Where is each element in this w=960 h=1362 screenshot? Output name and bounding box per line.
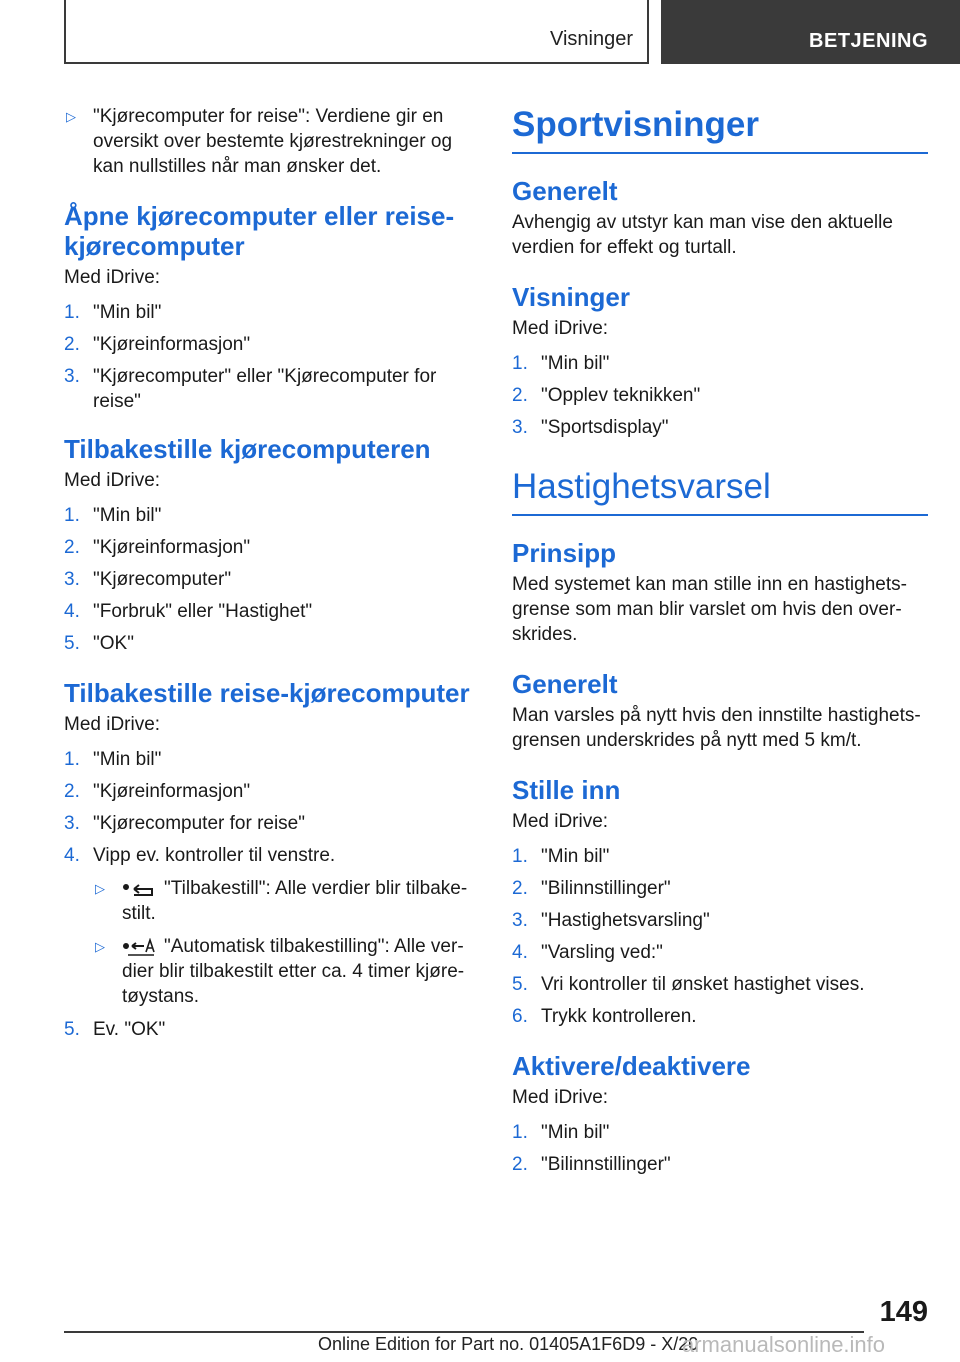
section-title-reset-trip: Tilbakestille reise-kjørecomputer xyxy=(64,678,470,708)
step-item: 1. "Min bil" xyxy=(512,846,610,867)
page-number: 149 xyxy=(879,1296,928,1328)
intro-bullet-list xyxy=(64,104,474,179)
step-item: 4. Vipp ev. kontroller til venstre. ▷ "Tilbakestill": Alle verdier blir tilbake-stilt. ▷ "Automatisk tilbakestilling": Alle ver-dier blir tilbakestilt etter ca. 4 timer kjøre-tøystans. xyxy=(64,843,474,1009)
right-column xyxy=(512,104,928,1184)
step-item: 3. "Kjørecomputer" xyxy=(64,569,232,590)
section-title-set: Stille inn xyxy=(512,775,621,805)
auto-reset-arrow-icon xyxy=(122,938,156,956)
section-title-open: Åpne kjørecomputer eller reise-kjørecomputer xyxy=(64,201,455,261)
header-chapter-title: BETJENING xyxy=(809,30,928,52)
left-column xyxy=(64,104,474,1049)
step-item: 1. "Min bil" xyxy=(512,353,610,374)
reset-steps xyxy=(64,503,474,656)
heading-sport-views: Sportvisninger xyxy=(512,104,928,154)
step-item: 2. "Bilinnstillinger" xyxy=(512,878,671,899)
step-item: 1. "Min bil" xyxy=(512,1122,610,1143)
header-section-tab xyxy=(64,0,649,64)
step-item: 6. Trykk kontrolleren. xyxy=(512,1006,697,1027)
idrive-intro: Med iDrive: xyxy=(512,318,609,339)
step-item: 4. "Forbruk" eller "Hastighet" xyxy=(64,601,313,622)
triangle-bullet-icon: ▷ xyxy=(95,939,105,954)
triangle-bullet-icon: ▷ xyxy=(66,109,76,124)
general-2-text: Man varsles på nytt hvis den innstilte hastighets-grensen underskrides på nytt med 5 km/t. xyxy=(512,705,921,751)
reset-sub-options xyxy=(93,876,474,1009)
sub-option-auto-reset: ▷ "Automatisk tilbakestilling": Alle ver-dier blir tilbakestilt etter ca. 4 timer kjøre-tøystans. xyxy=(95,936,465,1007)
idrive-intro: Med iDrive: xyxy=(64,714,161,735)
section-title-principle: Prinsipp xyxy=(512,538,617,568)
heading-speed-warning: Hastighetsvarsel xyxy=(512,466,928,516)
section-title-activate: Aktivere/deaktivere xyxy=(512,1051,751,1081)
footer-edition: Online Edition for Part no. 01405A1F6D9 - X/20 xyxy=(318,1334,699,1354)
reset-arrow-icon xyxy=(122,880,156,898)
idrive-intro: Med iDrive: xyxy=(512,811,609,832)
section-title-reset: Tilbakestille kjørecomputeren xyxy=(64,434,431,464)
step-item: 1. "Min bil" xyxy=(64,505,162,526)
section-title-views: Visninger xyxy=(512,282,631,312)
step-item: 3. "Kjørecomputer" eller "Kjørecomputer for reise" xyxy=(64,366,437,412)
step-item: 4. "Varsling ved:" xyxy=(512,942,663,963)
principle-text: Med systemet kan man stille inn en hastighets-grense som man blir varslet om hvis den over-skrides. xyxy=(512,574,907,645)
activate-steps xyxy=(512,1120,928,1177)
footer-watermark: armanualsonline.info xyxy=(682,1332,886,1357)
step-item: 5. "OK" xyxy=(64,633,134,654)
step-item: 5. Ev. "OK" xyxy=(64,1019,166,1040)
step-item: 3. "Hastighetsvarsling" xyxy=(512,910,710,931)
step-item: 2. "Opplev teknikken" xyxy=(512,385,701,406)
triangle-bullet-icon: ▷ xyxy=(95,881,105,896)
step-item: 5. Vri kontroller til ønsket hastighet vises. xyxy=(512,974,865,995)
step-item: 1. "Min bil" xyxy=(64,749,162,770)
header-chapter-tab xyxy=(661,0,960,64)
step-item: 3. "Kjørecomputer for reise" xyxy=(64,813,305,834)
sport-view-steps xyxy=(512,351,928,440)
open-steps xyxy=(64,300,474,414)
section-title-general: Generelt xyxy=(512,176,618,206)
intro-bullet: ▷ "Kjørecomputer for reise": Verdiene gir en oversikt over bestemte kjørestrekninger og kan nullstilles når man ønsker det. xyxy=(66,106,453,177)
sub-option-reset: ▷ "Tilbakestill": Alle verdier blir tilbake-stilt. xyxy=(95,878,468,924)
step-item: 2. "Kjøreinformasjon" xyxy=(64,334,251,355)
set-steps xyxy=(512,844,928,1029)
step-item: 1. "Min bil" xyxy=(64,302,162,323)
reset-trip-steps xyxy=(64,747,474,1042)
general-text: Avhengig av utstyr kan man vise den aktuelle verdien for effekt og turtall. xyxy=(512,212,893,258)
step-item: 3. "Sportsdisplay" xyxy=(512,417,669,438)
section-title-general-2: Generelt xyxy=(512,669,618,699)
idrive-intro: Med iDrive: xyxy=(64,267,161,288)
step-item: 2. "Bilinnstillinger" xyxy=(512,1154,671,1175)
header-section-title: Visninger xyxy=(549,28,633,50)
step-item: 2. "Kjøreinformasjon" xyxy=(64,537,251,558)
step-item: 2. "Kjøreinformasjon" xyxy=(64,781,251,802)
idrive-intro: Med iDrive: xyxy=(512,1087,609,1108)
idrive-intro: Med iDrive: xyxy=(64,470,161,491)
